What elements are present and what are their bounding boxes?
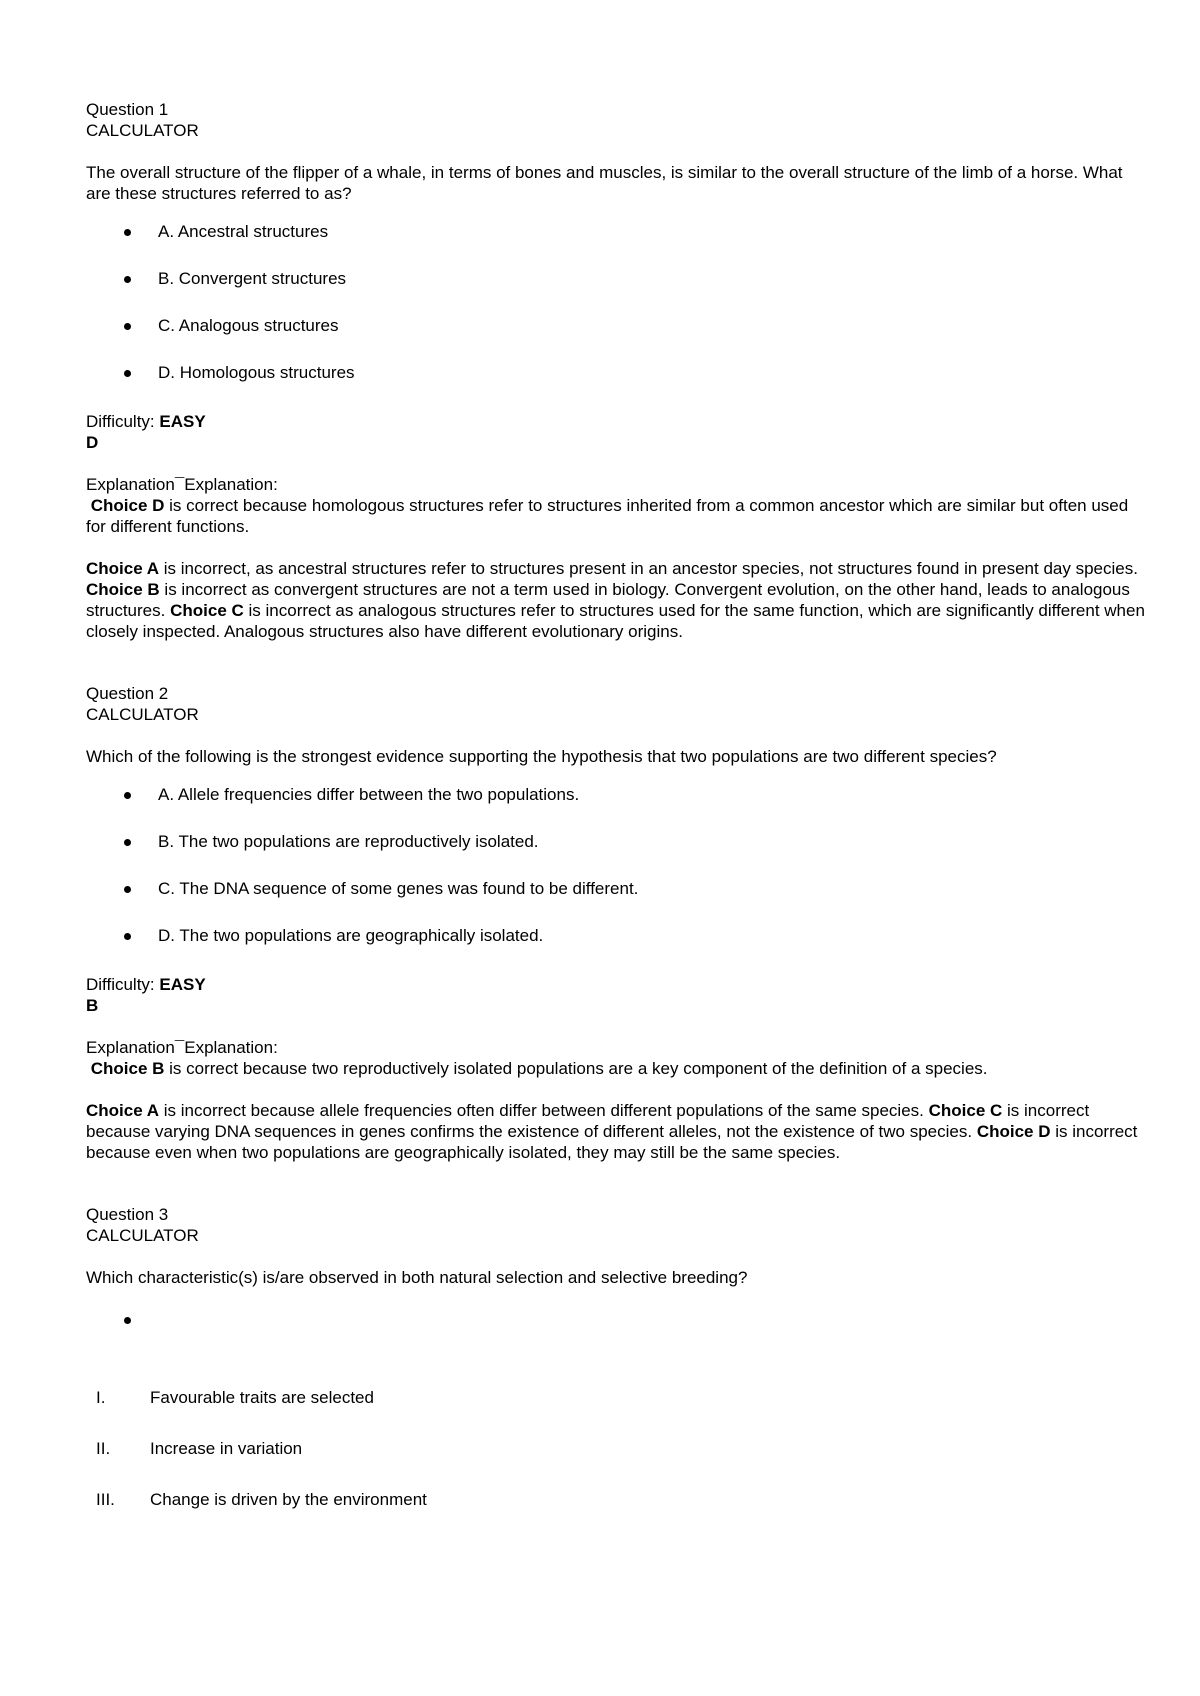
- option-a[interactable]: A. Allele frequencies differ between the two populations.: [86, 783, 1146, 807]
- question-title: Question 2: [86, 684, 169, 703]
- question-text: The overall structure of the flipper of a whale, in terms of bones and muscles, is similar to the overall structure of the limb of a horse. What are these structures referred to as?: [86, 163, 1123, 203]
- bullet-icon: [124, 276, 131, 283]
- question-3: [86, 1204, 1146, 1539]
- roman-item: III. Change is driven by the environment: [96, 1490, 427, 1509]
- option-d[interactable]: D. The two populations are geographically isolated.: [86, 924, 1146, 948]
- option-b[interactable]: B. The two populations are reproductively isolated.: [86, 830, 1146, 854]
- explanation-heading: Explanation¯Explanation:: [86, 475, 278, 494]
- roman-list: [86, 1386, 1146, 1539]
- question-title: Question 3: [86, 1205, 169, 1224]
- question-text: Which of the following is the strongest evidence supporting the hypothesis that two populations are two different species?: [86, 747, 997, 766]
- explanation-correct: Choice D is correct because homologous structures refer to structures inherited from a common ancestor which are similar but often used for different functions.: [86, 496, 1129, 536]
- question-title: Question 1: [86, 100, 169, 119]
- question-1: [86, 99, 1146, 642]
- option-b[interactable]: B. Convergent structures: [86, 267, 1146, 291]
- bullet-icon: [124, 323, 131, 330]
- question-mode: CALCULATOR: [86, 1226, 199, 1245]
- explanation-incorrect: Choice A is incorrect because allele frequencies often differ between different populations of the same species. Choice C is incorrect because varying DNA sequences in genes confirms the existence of different alleles, not the existence of two species. Choice D is incorrect because even when two populations are geographically isolated, they may still be the same species.: [86, 1101, 1138, 1162]
- difficulty: Difficulty: EASY: [86, 975, 206, 994]
- option-empty[interactable]: [86, 1306, 1146, 1386]
- explanation-heading: Explanation¯Explanation:: [86, 1038, 278, 1057]
- options-list: [86, 220, 1146, 385]
- option-c[interactable]: C. The DNA sequence of some genes was found to be different.: [86, 877, 1146, 901]
- options-list: [86, 783, 1146, 948]
- question-mode: CALCULATOR: [86, 705, 199, 724]
- question-2: [86, 683, 1146, 1163]
- option-a[interactable]: A. Ancestral structures: [86, 220, 1146, 244]
- bullet-icon: [124, 839, 131, 846]
- question-text: Which characteristic(s) is/are observed in both natural selection and selective breeding?: [86, 1268, 748, 1287]
- difficulty-value: EASY: [159, 975, 206, 994]
- question-mode: CALCULATOR: [86, 121, 199, 140]
- difficulty-value: EASY: [159, 412, 206, 431]
- bullet-icon: [124, 370, 131, 377]
- option-c[interactable]: C. Analogous structures: [86, 314, 1146, 338]
- bullet-icon: [124, 933, 131, 940]
- bullet-icon: [124, 886, 131, 893]
- option-d[interactable]: D. Homologous structures: [86, 361, 1146, 385]
- answer: D: [86, 433, 99, 452]
- bullet-icon: [124, 229, 131, 236]
- roman-item: I. Favourable traits are selected: [96, 1388, 374, 1407]
- roman-item: II. Increase in variation: [96, 1439, 303, 1458]
- bullet-icon: [124, 792, 131, 799]
- bullet-icon: [124, 1317, 131, 1324]
- document-page: [86, 99, 1146, 1539]
- explanation-incorrect: Choice A is incorrect, as ancestral structures refer to structures present in an ancestor species, not structures found in present day species. Choice B is incorrect as convergent structures are not a term used in biology. Convergent evolution, on the other hand, leads to analogous structures. Choice C is incorrect as analogous structures refer to structures used for the same function, which are significantly different when closely inspected. Analogous structures also have different evolutionary origins.: [86, 559, 1145, 641]
- explanation-correct: Choice B is correct because two reproductively isolated populations are a key component of the definition of a species.: [90, 1059, 988, 1078]
- answer: B: [86, 996, 99, 1015]
- difficulty: Difficulty: EASY: [86, 412, 206, 431]
